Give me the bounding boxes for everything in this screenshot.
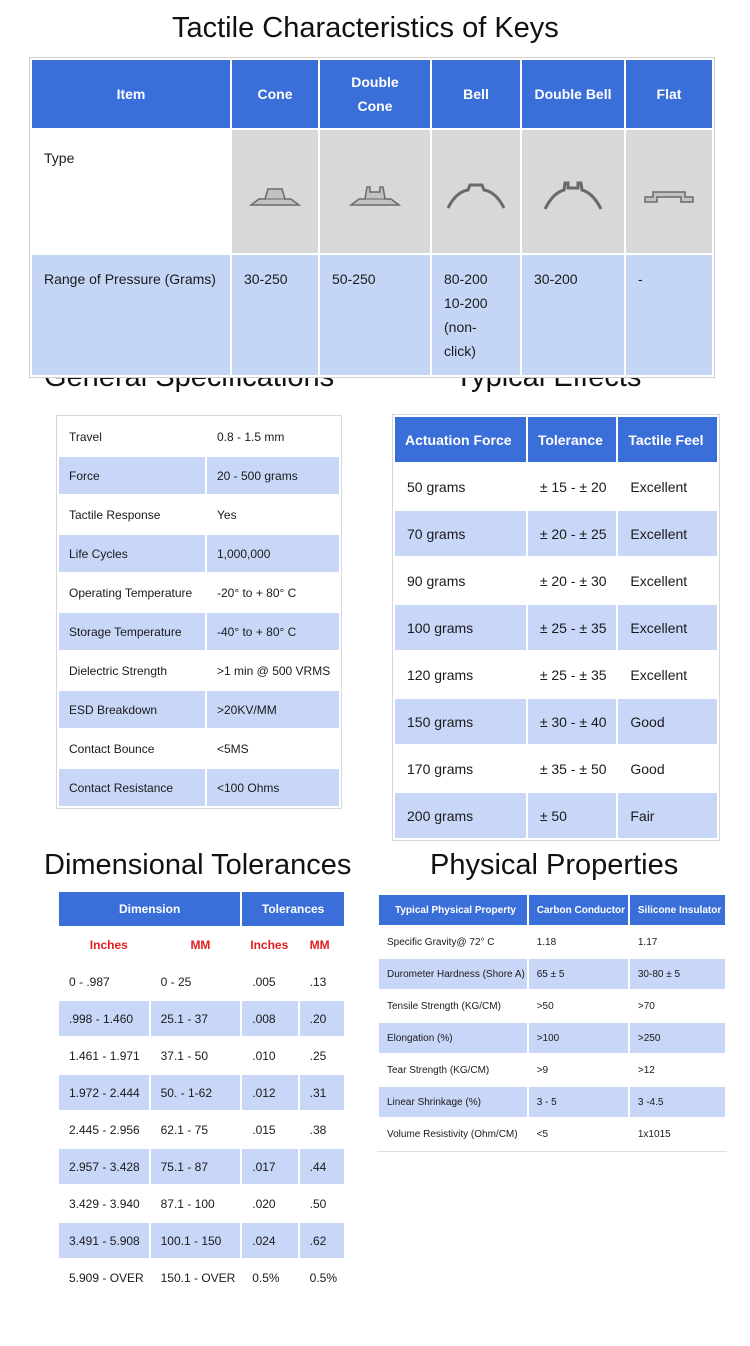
effects-cell: ± 50 xyxy=(528,793,617,838)
dimensional-cell: 1.461 - 1.971 xyxy=(69,1048,140,1063)
spec-cell: ESD Breakdown xyxy=(59,691,205,728)
effects-row xyxy=(395,511,717,556)
dimensional-cell: .13 xyxy=(309,974,327,989)
dimensional-row xyxy=(59,1001,344,1036)
range-value: - xyxy=(626,255,712,375)
spec-cell: Force xyxy=(59,457,205,494)
dimensional-cell: .38 xyxy=(309,1122,327,1137)
effects-cell: ± 20 - ± 30 xyxy=(539,572,607,589)
effects-cell: ± 20 - ± 25 xyxy=(528,511,617,556)
dimensional-cell: 50. - 1-62 xyxy=(151,1075,241,1110)
dimensional-row xyxy=(59,1186,344,1221)
subheader-inches: Inches xyxy=(89,938,128,952)
physical-row xyxy=(379,991,725,1021)
dimensional-row xyxy=(59,1149,344,1184)
spec-cell: Contact Bounce xyxy=(69,741,155,756)
dimensional-cell: .005 xyxy=(252,974,276,989)
dimensional-cell: .20 xyxy=(300,1001,344,1036)
physical-cell: 3 - 5 xyxy=(529,1087,628,1117)
dimensional-cell: .998 - 1.460 xyxy=(59,1001,149,1036)
dimensional-cell: .017 xyxy=(242,1149,297,1184)
spec-row xyxy=(59,535,339,572)
spec-row xyxy=(59,574,339,611)
physical-cell: 1.17 xyxy=(637,936,658,948)
effects-cell: ± 35 - ± 50 xyxy=(539,760,607,777)
tolerances-header: Tolerances xyxy=(242,892,344,926)
dimensional-cell: 100.1 - 150 xyxy=(151,1223,241,1258)
dimensional-cell: .024 xyxy=(242,1223,297,1258)
dimensional-cell: .31 xyxy=(300,1075,344,1110)
spec-cell: >20KV/MM xyxy=(207,691,339,728)
dimensional-header-row xyxy=(59,892,344,926)
typical-effects-table xyxy=(392,414,720,841)
physical-cell: Tear Strength (KG/CM) xyxy=(387,1064,490,1076)
tactile-table xyxy=(29,57,715,378)
spec-cell: <100 Ohms xyxy=(207,769,339,806)
range-label: Range of Pressure (Grams) xyxy=(32,255,230,375)
physical-cell: >250 xyxy=(630,1023,725,1053)
dimensional-cell: .44 xyxy=(300,1149,344,1184)
spec-cell: 20 - 500 grams xyxy=(207,457,339,494)
spec-cell: <5MS xyxy=(217,741,249,756)
effects-cell: 50 grams xyxy=(407,478,466,495)
effects-cell: Excellent xyxy=(618,511,717,556)
effects-row xyxy=(395,793,717,838)
spec-row xyxy=(59,730,339,767)
effects-cell: ± 25 - ± 35 xyxy=(528,605,617,650)
dimensional-cell: 2.445 - 2.956 xyxy=(69,1122,140,1137)
physical-cell: Tensile Strength (KG/CM) xyxy=(387,1000,501,1012)
spec-cell: 1,000,000 xyxy=(207,535,339,572)
type-label: Type xyxy=(32,130,230,253)
dimensional-cell: 1.972 - 2.444 xyxy=(59,1075,149,1110)
dimensional-cell: 3.491 - 5.908 xyxy=(59,1223,149,1258)
spec-cell: Storage Temperature xyxy=(59,613,205,650)
double-cone-icon xyxy=(320,130,430,253)
effects-header-cell: Actuation Force xyxy=(395,417,526,462)
dimensional-cell: 3.429 - 3.940 xyxy=(69,1196,140,1211)
physical-cell: Linear Shrinkage (%) xyxy=(379,1087,527,1117)
spec-row xyxy=(59,652,339,689)
effects-row xyxy=(395,464,717,509)
effects-cell: 170 grams xyxy=(407,760,474,777)
effects-cell: Good xyxy=(630,760,665,777)
dimensional-cell: .62 xyxy=(300,1223,344,1258)
dimensional-cell: .25 xyxy=(309,1048,327,1063)
dimensional-row xyxy=(59,1075,344,1110)
dimensional-cell: 0 - 25 xyxy=(160,974,192,989)
spec-cell: 0.8 - 1.5 mm xyxy=(217,429,285,444)
effects-cell: Fair xyxy=(618,793,717,838)
dimensional-table xyxy=(57,890,346,1297)
effects-row xyxy=(395,746,717,791)
effects-row xyxy=(395,699,717,744)
dimensional-cell: .010 xyxy=(252,1048,276,1063)
dimensional-cell: .50 xyxy=(309,1196,327,1211)
spec-cell: Contact Resistance xyxy=(59,769,205,806)
physical-cell: <5 xyxy=(536,1128,549,1140)
tactile-header-row xyxy=(32,60,712,128)
effects-cell: 90 grams xyxy=(407,572,466,589)
spec-row xyxy=(59,418,339,455)
effects-row xyxy=(395,605,717,650)
spec-cell: Tactile Response xyxy=(69,507,161,522)
spec-row xyxy=(59,457,339,494)
tactile-header-cell: Bell xyxy=(432,60,520,128)
type-row xyxy=(32,130,712,253)
dimensional-cell: 87.1 - 100 xyxy=(160,1196,215,1211)
effects-cell: 70 grams xyxy=(395,511,526,556)
physical-cell: 65 ± 5 xyxy=(529,959,628,989)
spec-cell: -20° to + 80° C xyxy=(217,585,297,600)
physical-cell: 3 -4.5 xyxy=(630,1087,725,1117)
physical-cell: Volume Resistivity (Ohm/CM) xyxy=(387,1128,518,1140)
physical-row xyxy=(379,1055,725,1085)
range-value: 50-250 xyxy=(320,255,430,375)
physical-header-row xyxy=(379,895,725,925)
dimensional-row xyxy=(59,1260,344,1295)
flat-icon xyxy=(626,130,712,253)
physical-cell: 30-80 ± 5 xyxy=(630,959,725,989)
double-bell-icon xyxy=(522,130,624,253)
tactile-heading: Tactile Characteristics of Keys xyxy=(172,12,559,44)
physical-row xyxy=(379,927,725,957)
dimensional-cell: .020 xyxy=(252,1196,276,1211)
physical-cell: >50 xyxy=(536,1000,554,1012)
spec-cell: Travel xyxy=(69,429,102,444)
effects-cell: 200 grams xyxy=(395,793,526,838)
range-value: 30-200 xyxy=(522,255,624,375)
spec-row xyxy=(59,496,339,533)
physical-row xyxy=(379,959,725,989)
physical-header-cell: Silicone Insulator xyxy=(630,895,725,925)
dimensional-row xyxy=(59,964,344,999)
spec-cell: >1 min @ 500 VRMS xyxy=(217,663,331,678)
physical-header-cell: Typical Physical Property xyxy=(379,895,527,925)
effects-header-cell: Tactile Feel xyxy=(618,417,717,462)
physical-row xyxy=(379,1119,725,1149)
effects-row xyxy=(395,558,717,603)
effects-cell: Excellent xyxy=(630,478,688,495)
dimensional-row xyxy=(59,1038,344,1073)
dimensional-row xyxy=(59,1112,344,1147)
effects-header-row xyxy=(395,417,717,462)
effects-cell: ± 15 - ± 20 xyxy=(539,478,607,495)
spec-row xyxy=(59,691,339,728)
spec-cell: Yes xyxy=(217,507,237,522)
effects-cell: Excellent xyxy=(630,666,688,683)
subheader-mm: MM xyxy=(190,938,211,952)
dimensional-cell: .015 xyxy=(252,1122,276,1137)
dimension-header: Dimension xyxy=(59,892,240,926)
effects-cell: 100 grams xyxy=(395,605,526,650)
physical-heading: Physical Properties xyxy=(430,849,679,881)
dimensional-cell: 25.1 - 37 xyxy=(151,1001,241,1036)
dimensional-cell: 2.957 - 3.428 xyxy=(59,1149,149,1184)
tactile-header-cell: Double Cone xyxy=(320,60,430,128)
dimensional-cell: 150.1 - OVER xyxy=(160,1270,236,1285)
tactile-header-cell: Flat xyxy=(626,60,712,128)
spec-cell: -40° to + 80° C xyxy=(207,613,339,650)
physical-cell: Specific Gravity@ 72° C xyxy=(387,936,495,948)
dimensional-cell: 75.1 - 87 xyxy=(151,1149,241,1184)
subheader-inches: Inches xyxy=(250,938,289,952)
effects-cell: Good xyxy=(618,699,717,744)
dimensional-cell: .008 xyxy=(242,1001,297,1036)
spec-row xyxy=(59,769,339,806)
dimensional-heading: Dimensional Tolerances xyxy=(44,849,352,881)
dimensional-cell: 0.5% xyxy=(252,1270,280,1285)
physical-properties-table xyxy=(377,893,727,1152)
physical-header-cell: Carbon Conductor xyxy=(529,895,628,925)
range-row xyxy=(32,255,712,375)
tactile-header-cell: Cone xyxy=(232,60,318,128)
physical-cell: >70 xyxy=(637,1000,655,1012)
dimensional-cell: 0 - .987 xyxy=(69,974,110,989)
bell-icon xyxy=(432,130,520,253)
dimensional-cell: 62.1 - 75 xyxy=(160,1122,208,1137)
spec-cell: Dielectric Strength xyxy=(69,663,168,678)
physical-cell: Durometer Hardness (Shore A) xyxy=(379,959,527,989)
spec-row xyxy=(59,613,339,650)
tactile-header-cell: Double Bell xyxy=(522,60,624,128)
dimensional-row xyxy=(59,1223,344,1258)
dimensional-subheader-row xyxy=(59,928,344,962)
dimensional-cell: 0.5% xyxy=(309,1270,337,1285)
physical-cell: Elongation (%) xyxy=(379,1023,527,1053)
effects-cell: ± 25 - ± 35 xyxy=(539,666,607,683)
dimensional-cell: 5.909 - OVER xyxy=(69,1270,144,1285)
dimensional-cell: .012 xyxy=(242,1075,297,1110)
general-specs-table xyxy=(56,415,342,809)
range-value: 30-250 xyxy=(232,255,318,375)
dimensional-cell: 37.1 - 50 xyxy=(160,1048,208,1063)
effects-cell: ± 30 - ± 40 xyxy=(528,699,617,744)
subheader-mm: MM xyxy=(309,938,330,952)
physical-row xyxy=(379,1023,725,1053)
physical-cell: >9 xyxy=(536,1064,549,1076)
physical-cell: >12 xyxy=(637,1064,655,1076)
effects-cell: 150 grams xyxy=(395,699,526,744)
physical-cell: >100 xyxy=(529,1023,628,1053)
spec-cell: Operating Temperature xyxy=(69,585,193,600)
physical-cell: 1.18 xyxy=(536,936,557,948)
spec-cell: Life Cycles xyxy=(59,535,205,572)
effects-cell: 120 grams xyxy=(407,666,474,683)
effects-cell: Excellent xyxy=(630,572,688,589)
cone-icon xyxy=(232,130,318,253)
range-value: 80-200 10-200 (non-click) xyxy=(432,255,520,375)
tactile-header-cell: Item xyxy=(32,60,230,128)
effects-header-cell: Tolerance xyxy=(528,417,617,462)
effects-row xyxy=(395,652,717,697)
physical-cell: 1x1015 xyxy=(637,1128,671,1140)
physical-row xyxy=(379,1087,725,1117)
effects-cell: Excellent xyxy=(618,605,717,650)
